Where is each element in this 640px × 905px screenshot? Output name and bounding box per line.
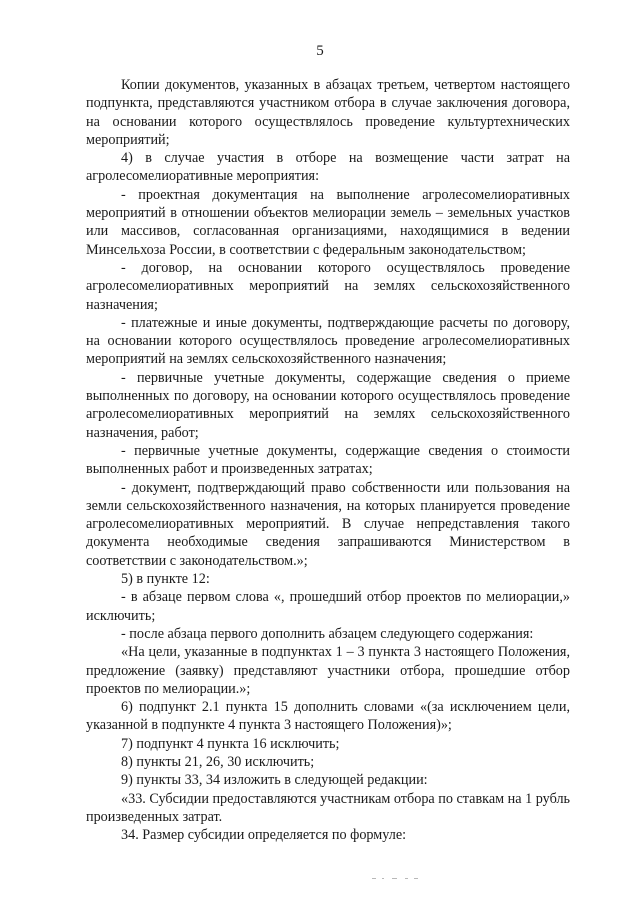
paragraph: - платежные и иные документы, подтверждающие расчеты по договору, на основании которого осуществлялось проведение агролесомелиоративных мероприятий на землях сельскохозяйственного назначения; bbox=[86, 314, 570, 368]
paragraph: 5) в пункте 12: bbox=[121, 571, 210, 588]
paragraph: - первичные учетные документы, содержащие сведения о стоимости выполненных работ и произведенных затратах; bbox=[86, 442, 570, 478]
paragraph: «33. Субсидии предоставляются участникам отбора по ставкам на 1 рубль произведенных затрат. bbox=[86, 790, 570, 825]
paragraph: - договор, на основании которого осуществлялось проведение агролесомелиоративных мероприятий на землях сельскохозяйственного назначения; bbox=[86, 259, 570, 313]
paragraph: - после абзаца первого дополнить абзацем следующего содержания: bbox=[121, 625, 534, 642]
paragraph: 4) в случае участия в отборе на возмещение части затрат на агролесомелиоративные мероприятия: bbox=[86, 150, 570, 185]
paragraph: 9) пункты 33, 34 изложить в следующей редакции: bbox=[121, 772, 428, 789]
paragraph: 6) подпункт 2.1 пункта 15 дополнить словами «(за исключением цели, указанной в подпункте 4 пункта 3 настоящего Положения)»; bbox=[86, 699, 570, 734]
document-body bbox=[86, 76, 570, 844]
paragraph: - документ, подтверждающий право собственности или пользования на земли сельскохозяйственного назначения, на которых планируется проведение агролесомелиоративных мероприятий. В случае непредставления такого документа необходимые сведения запрашиваются Министерством в соответствии с законодательством.»; bbox=[86, 479, 570, 569]
paragraph: - первичные учетные документы, содержащие сведения о приеме выполненных по договору, на основании которого осуществлялось проведение агролесомелиоративных мероприятий на землях сельскохозяйственного назначения, работ; bbox=[86, 369, 570, 441]
paragraph: - в абзаце первом слова «, прошедший отбор проектов по мелиорации,» исключить; bbox=[86, 589, 570, 624]
paragraph: 7) подпункт 4 пункта 16 исключить; bbox=[121, 735, 340, 752]
paragraph: «На цели, указанные в подпунктах 1 – 3 пункта 3 настоящего Положения, предложение (заявку) представляют участники отбора, прошедшие отбор проектов по мелиорации.»; bbox=[86, 644, 570, 697]
paragraph: 8) пункты 21, 26, 30 исключить; bbox=[121, 753, 315, 770]
paragraph: 34. Размер субсидии определяется по формуле: bbox=[121, 827, 407, 844]
paragraph: Копии документов, указанных в абзацах третьем, четвертом настоящего подпункта, представляются участником отбора в случае заключения договора, на основании которого осуществлялось проведение культуртехнических мероприятий; bbox=[86, 77, 570, 148]
page-number: 5 bbox=[316, 43, 324, 59]
scan-artifact bbox=[372, 876, 420, 882]
paragraph: - проектная документация на выполнение агролесомелиоративных мероприятий в отношении объектов мелиорации земель – земельных участков или массивов, согласованная организациями, находящимися в ведении Минсельхоза России, в соответствии с федеральным законодательством; bbox=[86, 186, 570, 258]
